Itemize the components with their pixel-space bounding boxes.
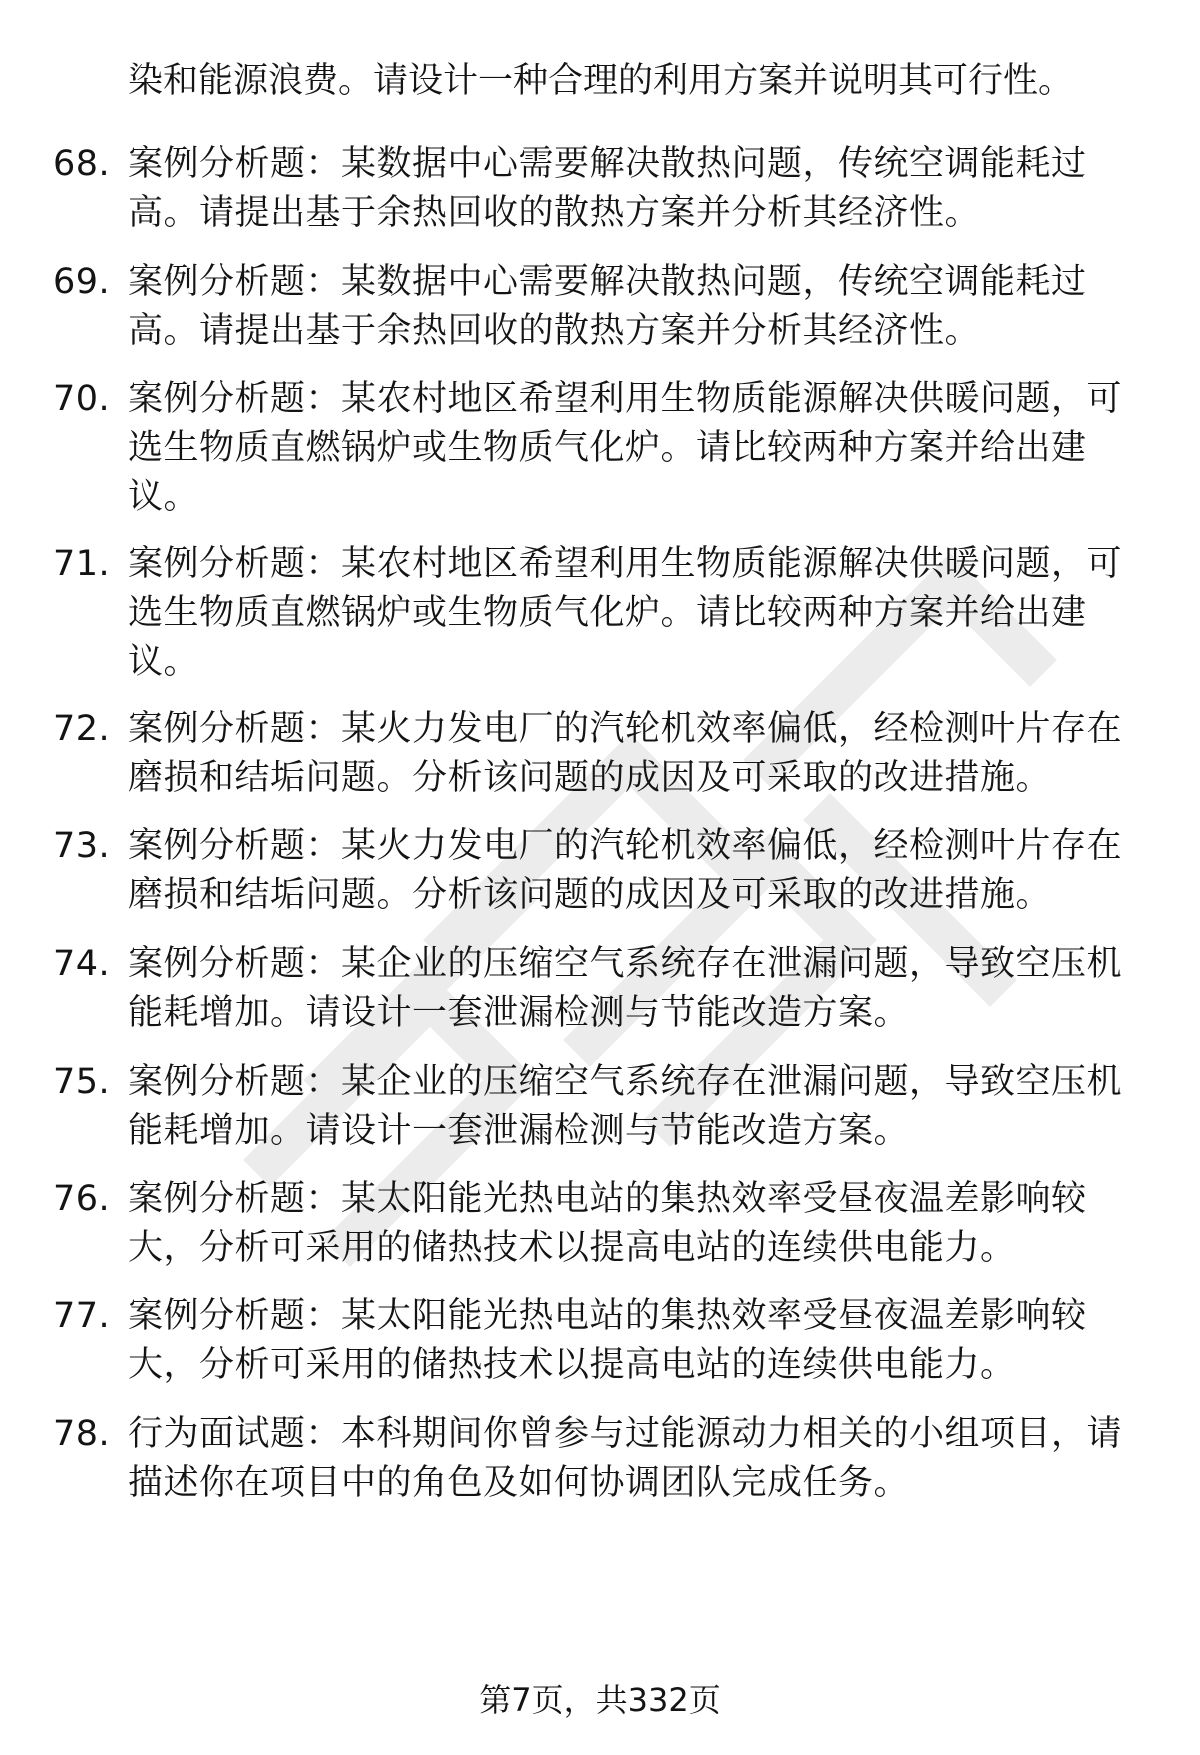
question-text: 案例分析题：某企业的压缩空气系统存在泄漏问题，导致空压机 能耗增加。请设计一套泄漏检测与节能改造方案。 [128,944,1123,1033]
question-number: 71. [53,544,111,584]
question-text: 案例分析题：某太阳能光热电站的集热效率受昼夜温差影响较 大，分析可采用的储热技术以提高电站的连续供电能力。 [128,1296,1087,1385]
question-number: 76. [53,1179,111,1219]
question-text: 案例分析题：某数据中心需要解决散热问题，传统空调能耗过 高。请提出基于余热回收的散热方案并分析其经济性。 [128,262,1087,351]
question-text: 案例分析题：某火力发电厂的汽轮机效率偏低，经检测叶片存在 磨损和结垢问题。分析该问题的成因及可采取的改进措施。 [128,709,1123,798]
page-footer: 第7页，共332页 [479,1681,721,1719]
question-number: 77. [53,1296,111,1336]
question-text: 案例分析题：某数据中心需要解决散热问题，传统空调能耗过 高。请提出基于余热回收的散热方案并分析其经济性。 [128,144,1087,233]
question-number: 75. [53,1062,111,1102]
question-number: 78. [53,1414,111,1454]
question-text: 案例分析题：某农村地区希望利用生物质能源解决供暖问题，可 选生物质直燃锅炉或生物质气化炉。请比较两种方案并给出建 议。 [128,379,1123,517]
question-text: 行为面试题：本科期间你曾参与过能源动力相关的小组项目，请 描述你在项目中的角色及如何协调团队完成任务。 [128,1414,1123,1503]
question-number: 70. [53,379,111,419]
question-number: 74. [53,944,111,984]
question-text: 案例分析题：某太阳能光热电站的集热效率受昼夜温差影响较 大，分析可采用的储热技术以提高电站的连续供电能力。 [128,1179,1087,1268]
question-text: 案例分析题：某企业的压缩空气系统存在泄漏问题，导致空压机 能耗增加。请设计一套泄漏检测与节能改造方案。 [128,1062,1123,1151]
question-number: 72. [53,709,111,749]
continuation-text: 染和能源浪费。请设计一种合理的利用方案并说明其可行性。 [128,61,1074,101]
question-number: 73. [53,826,111,866]
question-text: 案例分析题：某火力发电厂的汽轮机效率偏低，经检测叶片存在 磨损和结垢问题。分析该问题的成因及可采取的改进措施。 [128,826,1123,915]
question-number: 68. [53,144,111,184]
question-number: 69. [53,262,111,302]
question-text: 案例分析题：某农村地区希望利用生物质能源解决供暖问题，可 选生物质直燃锅炉或生物质气化炉。请比较两种方案并给出建 议。 [128,544,1123,682]
